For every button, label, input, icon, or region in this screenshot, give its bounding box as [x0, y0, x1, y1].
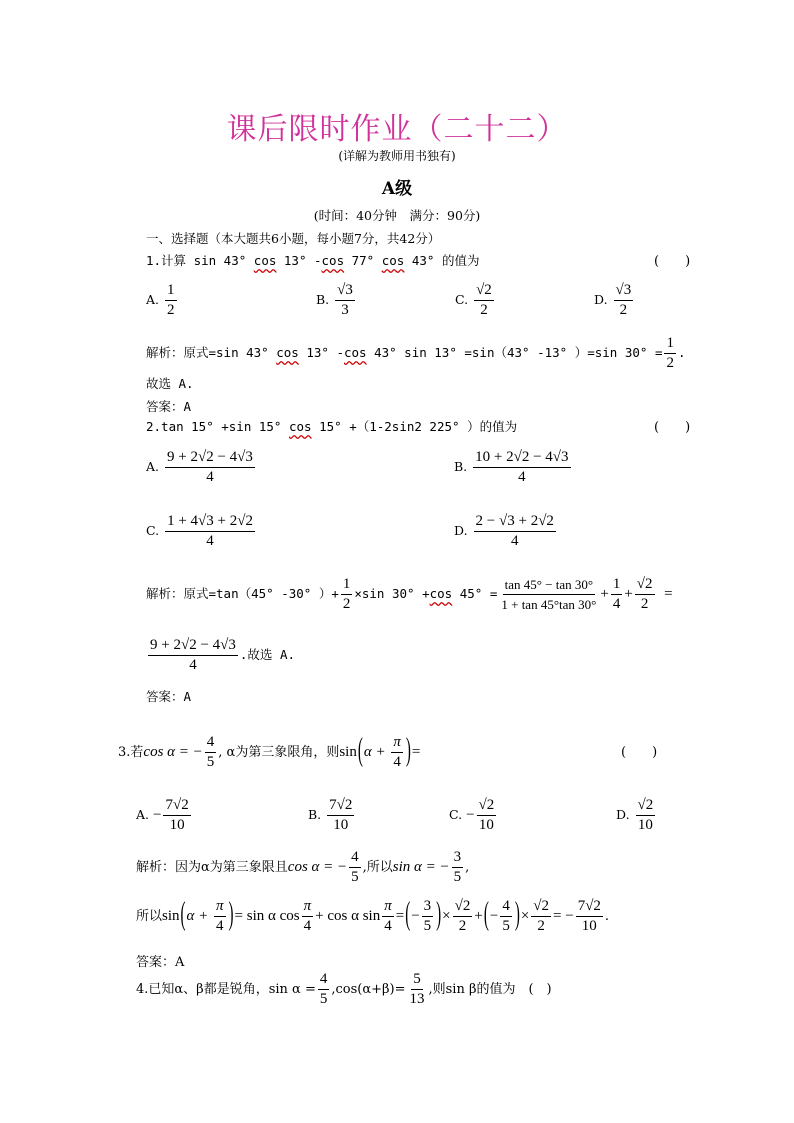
subtitle: (详解为教师用书独有): [338, 149, 456, 163]
q3-answer-bracket: ( ): [621, 745, 658, 760]
q1-option-b: B. $\frac{√3}{3}$: [316, 282, 353, 318]
q3-option-c: C. − $\frac{√2}{10}$: [449, 797, 495, 833]
q1-answer: 答案：A: [146, 399, 192, 414]
q1-answer-bracket: ( ): [654, 254, 691, 269]
q1-option-c: C. $\frac{√2}{2}$: [455, 282, 492, 318]
q1-stem: 1.计算 sin 43° cos 13° -cos 77° cos 43° 的值为: [146, 253, 480, 268]
q1-option-d: D. $\frac{√3}{2}$: [594, 282, 632, 318]
q2-stem: 2.tan 15° +sin 15° cos 15° +（1-2sin2 225° ）的值为: [146, 419, 518, 434]
q2-answer-bracket: ( ): [654, 420, 691, 435]
q3-solution-line2: 所以sin(α + $\frac{\pi}{4}$ )= sin α cos $\frac{\pi}{4}$ + cos α sin $\frac{\pi}{4}$ =(− $\frac{3}{5}$ )× $\frac{√2}{2}$ +(− $\frac{4}{5}$ )× $\frac{√2}{2}$ = − $\frac{7√2}{10}$ .: [136, 897, 610, 934]
page-title: 课后限时作业（二十二）: [226, 112, 568, 147]
q3-option-a: A. − $\frac{7√2}{10}$: [136, 797, 189, 833]
q2-answer: 答案：A: [146, 689, 192, 704]
q3-option-d: D. $\frac{√2}{10}$: [616, 797, 654, 833]
q2-solution-cont: $\frac{9 + 2√2 - 4√3}{4}$ .故选 A.: [150, 637, 295, 673]
q4-stem: 4.已知α、β都是锐角，sin α = $\frac{4}{5}$ ,cos(α+β)= $\frac{5}{13}$ ,则sin β的值为 ( ): [136, 971, 552, 1007]
q3-answer: 答案：A: [136, 955, 185, 970]
q1-solution: 解析：原式=sin 43° cos 13° -cos 43° sin 13° =sin（43° -13° ）=sin 30° = $\frac{1}{2}$ .: [146, 335, 686, 371]
q3-solution-line1: 解析：因为α为第三象限且cos α = − $\frac{4}{5}$ ,所以sin α = − $\frac{3}{5}$ ,: [136, 849, 470, 885]
q1-option-a: A. $\frac{1}{2}$: [146, 282, 175, 318]
q2-option-d: D. $\frac{2 - √3 + 2√2}{4}$: [454, 513, 554, 549]
q3-option-b: B. $\frac{7√2}{10}$: [308, 797, 353, 833]
level-heading: A级: [381, 179, 413, 199]
q2-option-a: A. $\frac{9 + 2√2 - 4√3}{4}$: [146, 449, 253, 485]
q2-option-b: B. $\frac{10 + 2√2 - 4√3}{4}$: [454, 449, 569, 485]
q2-solution: 解析：原式=tan（45° -30° ）+ $\frac{1}{2}$ ×sin 30° +cos 45° = $\frac{\tan 45^\circ - \tan 30^\circ}{1 + \tan 45^\circ\tan 30^\circ}$ + $\frac{1}{4}$ + $\frac{√2}{2}$ =: [146, 576, 673, 612]
time-info: (时间：40分钟 满分：90分): [313, 208, 481, 223]
section-heading: 一、选择题（本大题共6小题，每小题7分，共42分）: [146, 231, 441, 246]
q1-conclusion: 故选 A.: [146, 376, 194, 391]
q3-stem: 3.若cos α = − $\frac{4}{5}$ , α为第三象限角，则sin(α + $\frac{\pi}{4}$ )=: [118, 733, 421, 770]
q2-option-c: C. $\frac{1 + 4√3 + 2√2}{4}$: [146, 513, 253, 549]
